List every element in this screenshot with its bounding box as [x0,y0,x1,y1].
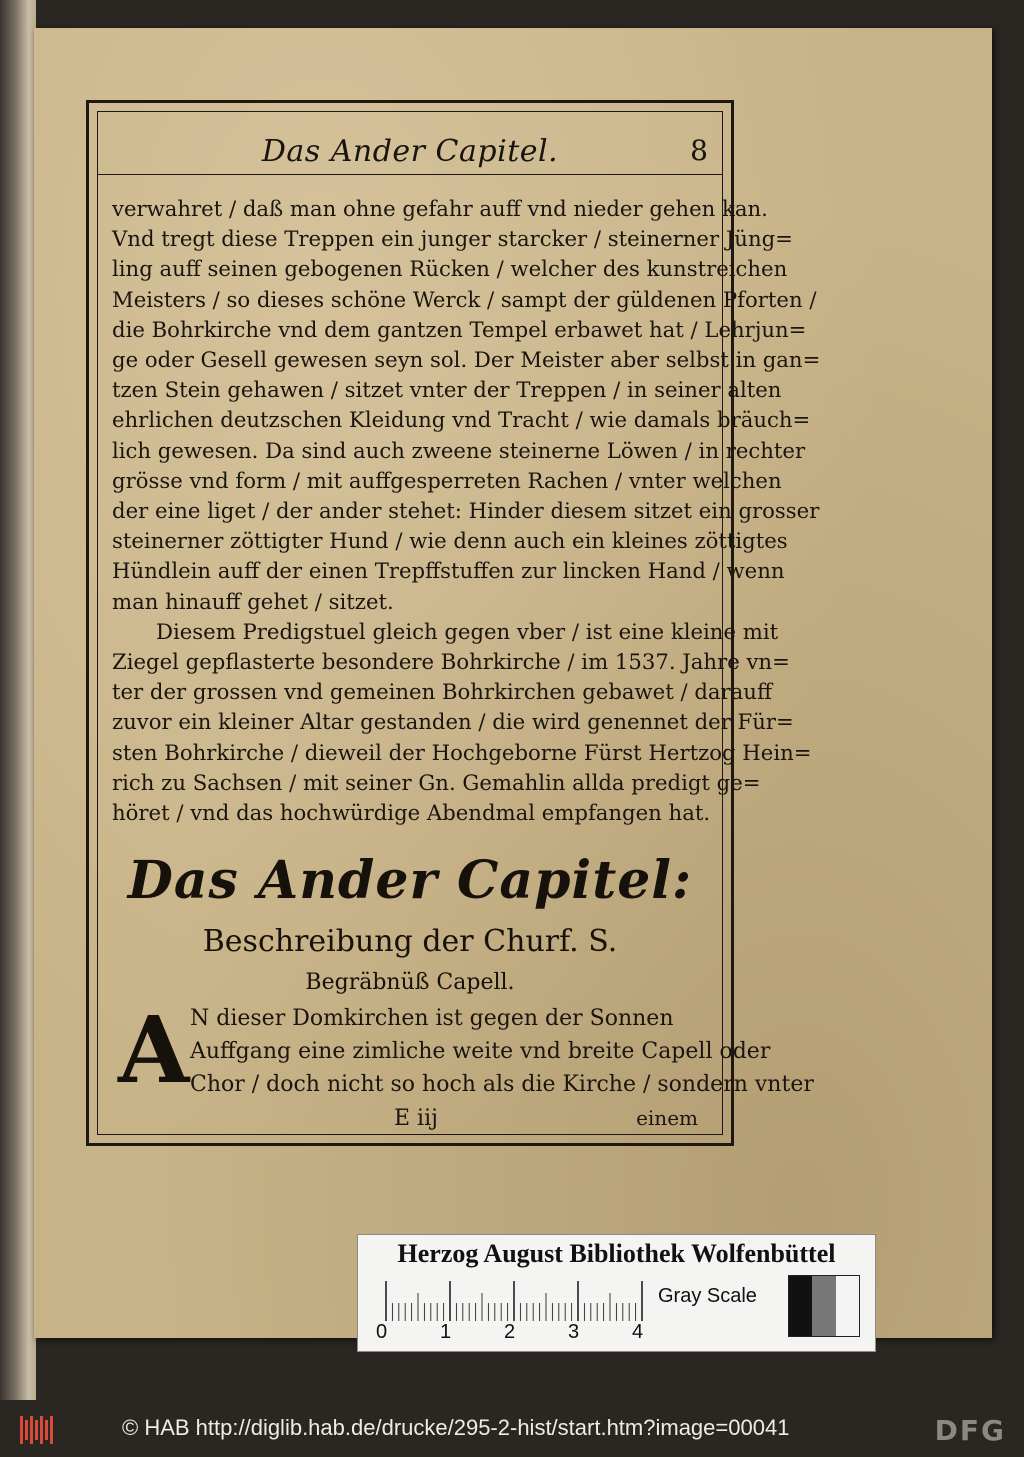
page-frame [86,100,821,1146]
text-line: Diesem Predigstuel gleich gegen vber / ist eine kleine mit [156,618,779,644]
text-line: grösse vnd form / mit auffgesperreten Rachen / vnter welchen [112,467,782,493]
ruler-number: 1 [440,1321,452,1343]
chapter-text-line: Chor / doch nicht so hoch als die Kirche / sondern vnter [190,1072,814,1097]
catchword: einem [636,1106,698,1130]
text-line: der eine liget / der ander stehet: Hinder diesem sitzet ein grosser [112,498,820,524]
page-frame-inner [97,111,821,1135]
hab-logo-icon [20,1416,56,1444]
text-line: tzen Stein gehawen / sitzet vnter der Treppen / in seiner alten [112,377,782,403]
ruler-numbers [376,1321,666,1345]
text-line: man hinauff gehet / sitzet. [112,588,394,614]
chapter-subtitle: Beschreibung der Churf. S. [202,924,618,959]
text-line: Hündlein auff der einen Trepffstuffen zur lincken Hand / wenn [112,558,785,584]
text-line: sten Bohrkirche / dieweil der Hochgeborne Fürst Hertzog Hein= [112,739,812,765]
gray-swatch [836,1276,859,1336]
measurement-ruler [384,1279,652,1321]
book-page [34,28,992,1338]
text-line: höret / vnd das hochwürdige Abendmal empfangen hat. [112,800,711,826]
text-line: Ziegel gepflasterte besondere Bohrkirche / im 1537. Jahre vn= [112,649,790,675]
library-name: Herzog August Bibliothek Wolfenbüttel [397,1239,836,1268]
signature-mark: E iij [394,1106,438,1131]
ruler-number: 3 [568,1321,580,1343]
logo-bar [40,1416,43,1444]
text-line: Meisters / so dieses schöne Werck / sampt der güldenen Pforten / [112,286,817,312]
ruler-number: 4 [632,1321,644,1343]
logo-bar [35,1420,38,1440]
gray-scale-swatches [788,1275,860,1337]
folio-number: 8 [690,134,708,167]
ruler-number: 2 [504,1321,516,1343]
running-title: Das Ander Capitel. [261,134,559,169]
viewer-footer [0,1412,1024,1457]
logo-bar [20,1416,23,1444]
footer-credit-link[interactable]: © HAB http://diglib.hab.de/drucke/295-2-hist/start.htm?image=00041 [122,1415,790,1440]
gray-scale-label: Gray Scale [658,1285,757,1307]
text-line: ling auff seinen gebogenen Rücken / welcher des kunstreichen [112,256,788,282]
chapter-text-line: N dieser Domkirchen ist gegen der Sonnen [190,1006,674,1031]
gray-swatch [789,1276,812,1336]
running-head [98,130,722,175]
book-spine [0,0,36,1400]
chapter-text-line: Auffgang eine zimliche weite vnd breite Capell oder [190,1039,771,1064]
chapter-title: Das Ander Capitel: [127,850,693,911]
ruler-number: 0 [376,1321,388,1343]
text-line: lich gewesen. Da sind auch zweene steinerne Löwen / in rechter [112,437,806,463]
text-line: ge oder Gesell gewesen seyn sol. Der Meister aber selbst in gan= [112,347,821,373]
gray-swatch [812,1276,835,1336]
chapter-subtitle-2: Begräbnüß Capell. [305,970,515,995]
text-line: rich zu Sachsen / mit seiner Gn. Gemahlin allda predigt ge= [112,769,761,795]
text-line: steinerner zöttigter Hund / wie denn auch ein kleines zöttigtes [112,528,788,554]
text-line: Vnd tregt diese Treppen ein junger starcker / steinerner Jüng= [112,226,793,252]
logo-bar [25,1420,28,1440]
library-label-card [357,1234,876,1352]
text-line: verwahret / daß man ohne gefahr auff vnd nieder gehen kan. [112,196,768,221]
text-line: ter der grossen vnd gemeinen Bohrkirchen gebawet / darauff [112,679,772,705]
text-line: ehrlichen deutzschen Kleidung vnd Tracht / wie damals bräuch= [112,407,811,433]
dfg-logo: DFG [934,1414,1006,1447]
decorated-initial: A [118,996,190,1104]
logo-bar [30,1416,33,1444]
text-line: zuvor ein kleiner Altar gestanden / die wird genennet der Für= [112,709,794,735]
logo-bar [50,1416,53,1444]
logo-bar [45,1420,48,1440]
chapter-text [190,1002,814,1101]
text-line: die Bohrkirche vnd dem gantzen Tempel erbawet hat / Lehrjun= [112,316,807,342]
body-text [112,194,821,828]
